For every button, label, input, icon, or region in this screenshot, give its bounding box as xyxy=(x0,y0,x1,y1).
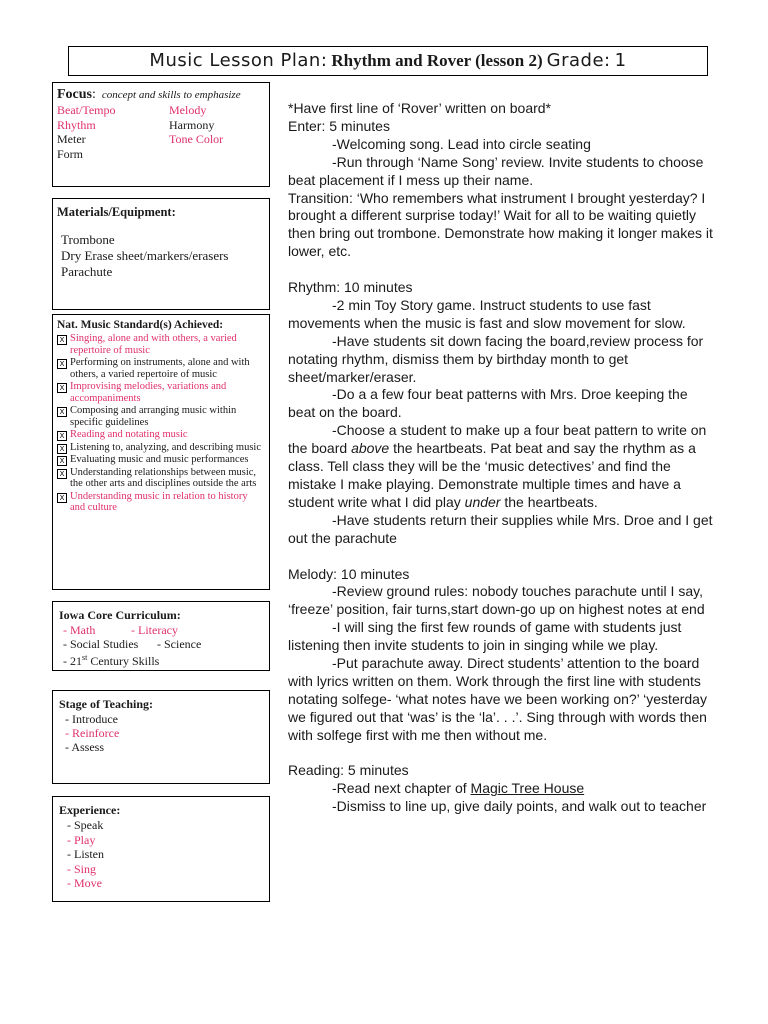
standards-box xyxy=(52,314,270,590)
standard-text: Evaluating music and music performances xyxy=(70,454,249,466)
iowa-row-2 xyxy=(59,637,263,651)
melody-step-3: -Put parachute away. Direct students’ attention to the board with lyrics written on them. Work through the first line with students notating solfege- ‘what notes have we been working on?’ ‘yesterday we figured out that ‘was’ is the ‘la’. . .’. Sing through with words then with solfege first with me then without me. xyxy=(288,655,707,743)
materials-box xyxy=(52,198,270,310)
standards-list xyxy=(57,333,265,514)
experience-item: - Play xyxy=(67,832,96,847)
focus-subheading: concept and skills to emphasize xyxy=(101,89,241,101)
reading-step-1: -Read next chapter of Magic Tree House xyxy=(332,780,585,797)
iowa-literacy: - Literacy xyxy=(131,623,178,637)
focus-item: Form xyxy=(57,146,84,161)
standard-text: Listening to, analyzing, and describing music xyxy=(70,441,261,453)
focus-item: Harmony xyxy=(169,117,215,132)
checkbox-icon: X xyxy=(57,493,67,503)
materials-list xyxy=(61,232,265,280)
rhythm-step-5: -Have students return their supplies while Mrs. Droe and I get out the parachute xyxy=(288,511,713,546)
iowa-science: - Science xyxy=(157,637,202,651)
standard-text: Improvising melodies, variations and accompaniments xyxy=(70,381,227,404)
enter-step-1: -Welcoming song. Lead into circle seating xyxy=(332,135,591,152)
iowa-row-3 xyxy=(59,651,263,668)
material-item: Dry Erase sheet/markers/erasers xyxy=(61,248,229,263)
standard-item xyxy=(57,454,265,466)
experience-item: - Sing xyxy=(67,861,97,876)
standard-text: Reading and notating music xyxy=(70,429,188,440)
grade-label: Grade: xyxy=(546,50,611,71)
focus-concept-list xyxy=(57,103,265,161)
iowa-math: - Math xyxy=(63,623,96,637)
stage-item: - Reinforce xyxy=(65,726,120,740)
standards-heading: Nat. Music Standard(s) Achieved: xyxy=(57,319,224,331)
focus-item: Beat/Tempo xyxy=(57,103,116,117)
checkbox-icon: X xyxy=(57,431,67,441)
standard-text: Understanding relationships between music, the other arts and disciplines outside the arts xyxy=(70,466,257,490)
checkbox-icon: X xyxy=(57,456,67,466)
reading-step-2: -Dismiss to line up, give daily points, and walk out to teacher xyxy=(332,798,707,815)
rhythm-step-2: -Have students sit down facing the board,review process for notating rhythm, dismiss them by birthday month to get sheet/marker/eraser. xyxy=(288,332,704,385)
title-box xyxy=(68,46,708,76)
focus-box xyxy=(52,82,270,187)
stage-item: - Introduce xyxy=(65,712,118,726)
experience-item: - Listen xyxy=(67,847,104,861)
lesson-intro: *Have first line of ‘Rover’ written on board* xyxy=(288,100,552,116)
rhythm-step-3: -Do a a few four beat patterns with Mrs. Droe keeping the beat on the board. xyxy=(288,386,688,421)
checkbox-icon: X xyxy=(57,383,67,393)
stage-item: - Assess xyxy=(65,740,105,754)
standard-text: Performing on instruments, alone and with others, a varied repertoire of music xyxy=(70,357,250,380)
standard-item xyxy=(57,357,265,380)
material-item: Trombone xyxy=(61,232,115,247)
focus-item: Meter xyxy=(57,132,86,146)
melody-heading: Melody: 10 minutes xyxy=(288,565,410,582)
checkbox-icon: X xyxy=(57,444,67,454)
checkbox-icon: X xyxy=(57,407,67,417)
experience-box xyxy=(52,796,270,902)
iowa-core-box xyxy=(52,601,270,671)
experience-item: - Speak xyxy=(67,818,104,832)
standard-item xyxy=(57,491,265,514)
material-item: Parachute xyxy=(61,264,113,279)
experience-item: - Move xyxy=(67,876,102,890)
rhythm-step-1: -2 min Toy Story game. Instruct students to use fast movements when the music is fast and slow movement for slow. xyxy=(288,296,686,331)
book-title: Magic Tree House xyxy=(470,780,585,797)
focus-item: Tone Color xyxy=(169,132,224,146)
title-prefix: Music Lesson Plan: xyxy=(149,50,328,71)
grade-value: 1 xyxy=(614,50,627,71)
enter-step-2: -Run through ‘Name Song’ review. Invite students to choose beat placement if I mess up their name. xyxy=(288,153,704,188)
reading-heading: Reading: 5 minutes xyxy=(288,762,409,779)
iowa-heading: Iowa Core Curriculum: xyxy=(59,608,181,622)
checkbox-icon: X xyxy=(57,335,67,345)
standard-item xyxy=(57,467,265,490)
stage-list xyxy=(59,712,263,754)
standard-item xyxy=(57,429,265,441)
experience-list xyxy=(59,818,263,891)
standard-text: Composing and arranging music within specific guidelines xyxy=(70,405,237,428)
rhythm-step-4: -Choose a student to make up a four beat pattern to write on the board above the heartbeats. Pat beat and say the rhythm as a class. Tell class they will be the ‘music detectives’ and find the mistake I make playing. Demonstrate multiple times and have a student write what I did play under the heartbeats. xyxy=(288,422,707,510)
experience-heading: Experience: xyxy=(59,803,121,817)
standard-item xyxy=(57,405,265,428)
lesson-body xyxy=(288,100,718,816)
transition-text: Transition: ‘Who remembers what instrument I brought yesterday? I brought a different surprise today!’ Wait for all to be waiting quietly then bring out trombone. Demonstrate how making it longer makes it lower, etc. xyxy=(288,189,713,260)
focus-item: Rhythm xyxy=(57,117,96,132)
standard-item xyxy=(57,333,265,356)
standard-item xyxy=(57,442,265,454)
melody-step-1: -Review ground rules: nobody touches parachute until I say, ‘freeze’ position, fair turns,start down-go up on highest notes at end xyxy=(288,583,705,618)
lesson-title: Rhythm and Rover (lesson 2) xyxy=(331,51,543,70)
iowa-row-1 xyxy=(59,623,263,637)
standard-item xyxy=(57,381,265,404)
melody-step-2: -I will sing the first few rounds of game with students just listening then invite students to join in singing while we play. xyxy=(288,619,682,654)
stage-heading: Stage of Teaching: xyxy=(59,697,154,711)
standard-text: Singing, alone and with others, a varied repertoire of music xyxy=(70,333,237,356)
focus-item: Melody xyxy=(169,103,207,117)
checkbox-icon: X xyxy=(57,359,67,369)
iowa-social-studies: - Social Studies xyxy=(63,637,139,651)
materials-heading: Materials/Equipment: xyxy=(57,205,176,219)
enter-heading: Enter: 5 minutes xyxy=(288,117,390,134)
checkbox-icon: X xyxy=(57,469,67,479)
standard-text: Understanding music in relation to history and culture xyxy=(70,490,248,514)
rhythm-heading: Rhythm: 10 minutes xyxy=(288,279,413,296)
focus-heading: Focus: concept and skills to emphasize xyxy=(57,87,241,102)
iowa-century-skills: - 21st Century Skills xyxy=(63,653,160,668)
stage-of-teaching-box xyxy=(52,690,270,784)
